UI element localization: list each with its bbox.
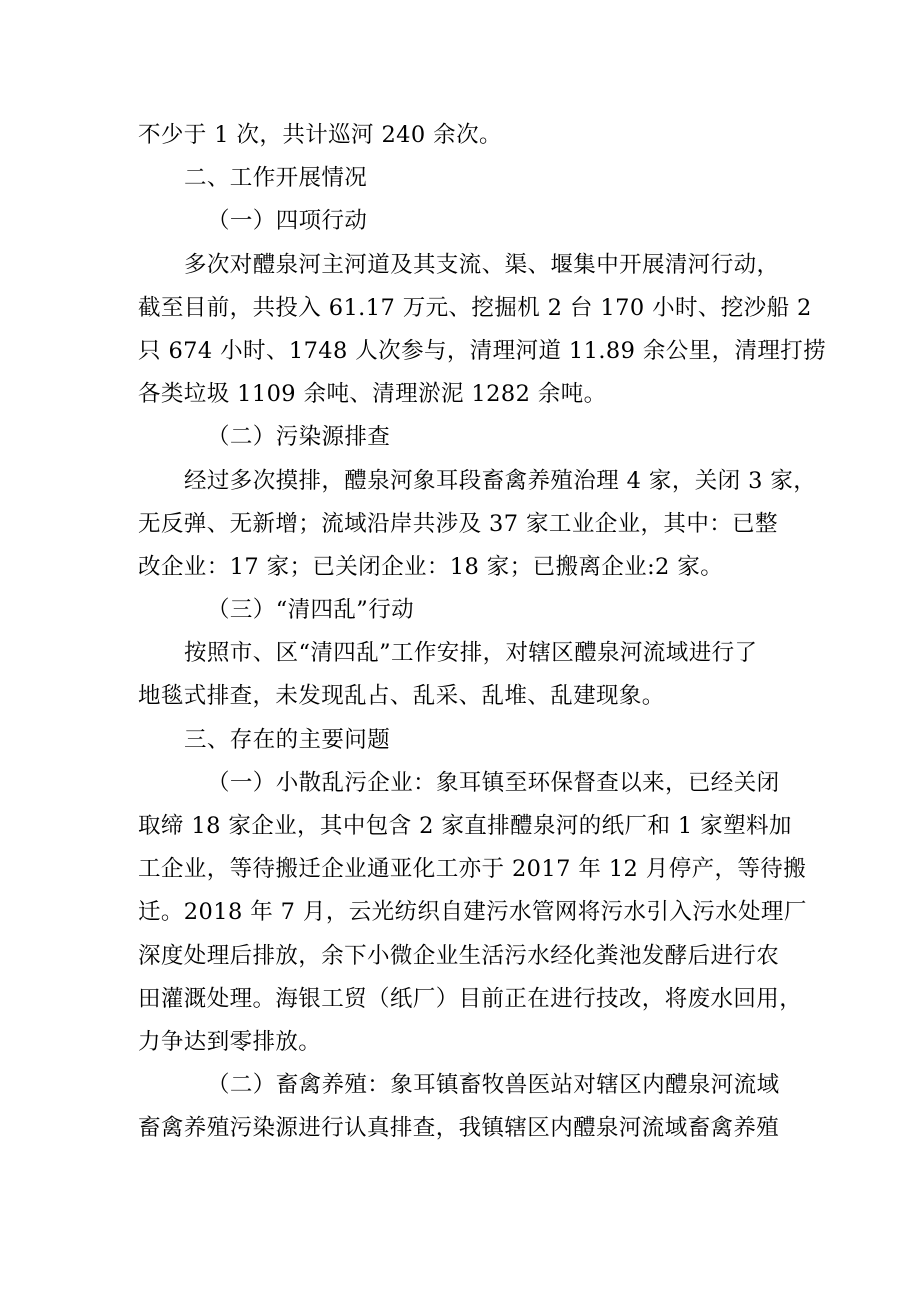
- text-line: 各类垃圾 1109 余吨、清理淤泥 1282 余吨。: [138, 381, 607, 408]
- text-line: 截至目前，共投入 61.17 万元、挖掘机 2 台 170 小时、挖沙船 2: [138, 294, 812, 321]
- text-line: 田灌溉处理。海银工贸（纸厂）目前正在进行技改，将废水回用，: [138, 985, 803, 1012]
- text-line: 只 674 小时、1748 人次参与，清理河道 11.89 余公里，清理打捞: [138, 337, 827, 364]
- text-line: 按照市、区“清四乱”工作安排，对辖区醴泉河流域进行了: [184, 640, 758, 667]
- subsection-heading: （二）污染源排查: [207, 424, 391, 451]
- text-line: 迁。2018 年 7 月，云光纺织自建污水管网将污水引入污水处理厂: [138, 899, 807, 926]
- text-line: 力争达到零排放。: [138, 1028, 322, 1055]
- text-line: 改企业：17 家；已关闭企业：18 家；已搬离企业:2 家。: [138, 553, 724, 580]
- section-heading: 三、存在的主要问题: [184, 726, 391, 753]
- text-line: 取缔 18 家企业，其中包含 2 家直排醴泉河的纸厂和 1 家塑料加: [138, 813, 792, 839]
- text-line: （二）畜禽养殖：象耳镇畜牧兽医站对辖区内醴泉河流域: [207, 1072, 780, 1099]
- text-line: 工企业，等待搬迁企业通亚化工亦于 2017 年 12 月停产，等待搬: [138, 856, 807, 883]
- section-heading: 二、工作开展情况: [184, 165, 368, 192]
- text-line: 畜禽养殖污染源进行认真排查，我镇辖区内醴泉河流域畜禽养殖: [138, 1115, 780, 1142]
- text-line: 经过多次摸排，醴泉河象耳段畜禽养殖治理 4 家，关闭 3 家，: [184, 467, 817, 494]
- text-line: 多次对醴泉河主河道及其支流、渠、堰集中开展清河行动，: [184, 251, 780, 278]
- subsection-heading: （一）四项行动: [207, 208, 368, 235]
- document-body: [138, 114, 827, 1151]
- subsection-heading: （三）“清四乱”行动: [207, 597, 415, 624]
- text-line: 无反弹、无新增；流域沿岸共涉及 37 家工业企业，其中：已整: [138, 510, 778, 537]
- text-line: 深度处理后排放，余下小微企业生活污水经化粪池发酵后进行农: [138, 942, 780, 969]
- text-line: （一）小散乱污企业：象耳镇至环保督查以来，已经关闭: [207, 769, 780, 796]
- text-line: 地毯式排查，未发现乱占、乱采、乱堆、乱建现象。: [138, 683, 665, 710]
- text-line: 不少于 1 次，共计巡河 240 余次。: [138, 122, 502, 148]
